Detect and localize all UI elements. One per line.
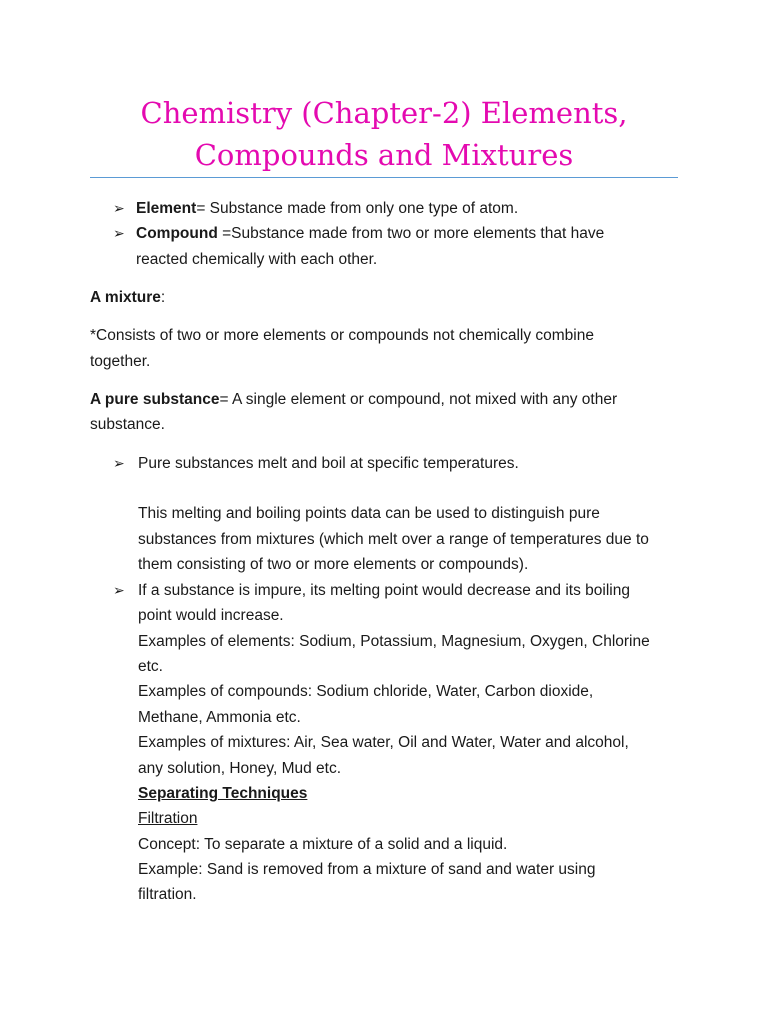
bullet-arrow-icon: ➢ <box>113 200 125 216</box>
title-line-2: Compounds and Mixtures <box>194 138 574 172</box>
mixture-term: A mixture <box>90 289 161 306</box>
compound-term: Compound <box>136 225 218 242</box>
filtration-concept: Concept: To separate a mixture of a solid and a liquid. <box>138 836 508 853</box>
data-text-2: substances from mixtures (which melt over a range of temperatures due to <box>138 531 649 548</box>
examples-compounds-2: Methane, Ammonia etc. <box>138 709 301 726</box>
filtration-example-2: filtration. <box>138 886 197 903</box>
data-text-1: This melting and boiling points data can be used to distinguish pure <box>138 505 600 522</box>
compound-definition <box>136 225 604 243</box>
examples-compounds-1: Examples of compounds: Sodium chloride, Water, Carbon dioxide, <box>138 683 594 700</box>
filtration-heading: Filtration <box>138 810 198 827</box>
examples-elements-2: etc. <box>138 658 163 675</box>
mixture-text-2: together. <box>90 353 151 370</box>
pure-substance-definition <box>90 391 617 409</box>
title-line-1: Chemistry (Chapter-2) Elements, <box>140 96 628 130</box>
examples-mixtures-1: Examples of mixtures: Air, Sea water, Oil and Water, Water and alcohol, <box>138 734 629 751</box>
bullet-arrow-icon: ➢ <box>113 455 125 471</box>
mixture-heading <box>90 289 165 307</box>
bullet-arrow-icon: ➢ <box>113 582 125 598</box>
data-text-3: them consisting of two or more elements or compounds). <box>138 556 529 573</box>
impure-text-1: If a substance is impure, its melting point would decrease and its boiling <box>138 582 630 599</box>
compound-text: =Substance made from two or more elements that have <box>217 225 605 242</box>
examples-elements-1: Examples of elements: Sodium, Potassium, Magnesium, Oxygen, Chlorine <box>138 633 650 650</box>
examples-mixtures-2: any solution, Honey, Mud etc. <box>138 760 342 777</box>
title-divider <box>90 177 678 178</box>
mixture-text-1: *Consists of two or more elements or compounds not chemically combine <box>90 327 594 344</box>
pure-substance-term: A pure substance <box>90 391 220 408</box>
impure-text-2: point would increase. <box>138 607 284 624</box>
mixture-colon: : <box>160 289 166 306</box>
filtration-example-1: Example: Sand is removed from a mixture of sand and water using <box>138 861 596 878</box>
page-title <box>90 92 678 176</box>
melt-boil-point: Pure substances melt and boil at specific temperatures. <box>138 455 519 472</box>
pure-substance-text-cont: substance. <box>90 416 165 433</box>
bullet-arrow-icon: ➢ <box>113 225 125 241</box>
element-term: Element <box>136 200 197 217</box>
pure-substance-text: = A single element or compound, not mixed with any other <box>219 391 618 408</box>
separating-techniques-heading: Separating Techniques <box>138 785 308 802</box>
element-text: = Substance made from only one type of atom. <box>196 200 519 217</box>
compound-text-cont: reacted chemically with each other. <box>136 251 378 268</box>
element-definition <box>136 200 518 218</box>
